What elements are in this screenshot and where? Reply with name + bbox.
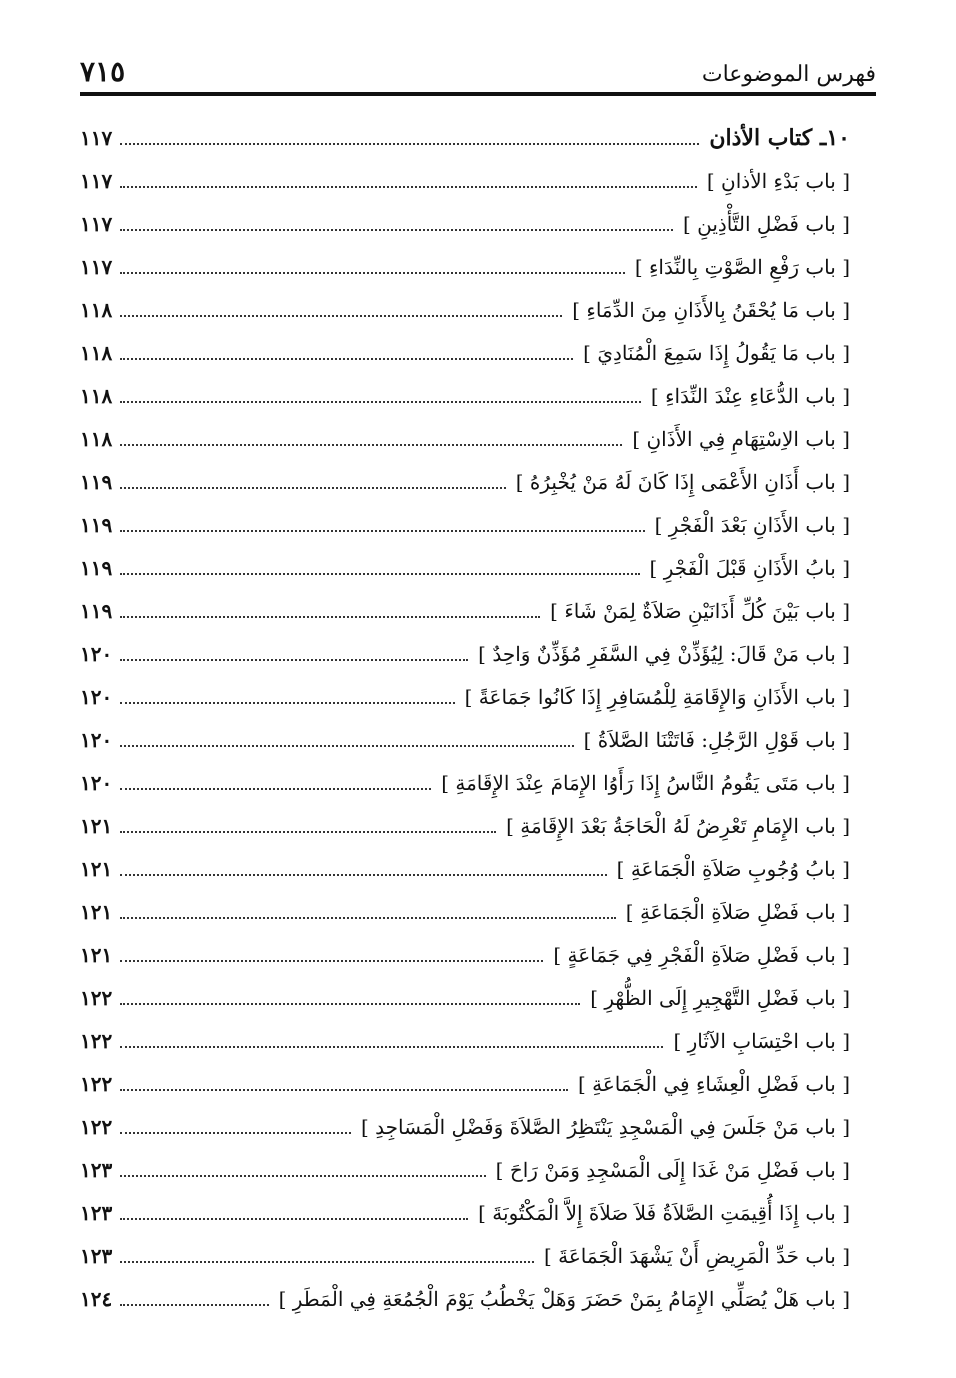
toc-entry-title: ١٠ـ كتاب الأذان xyxy=(699,127,850,149)
toc-entry-title: [ باب الدُّعَاءِ عِنْدَ النِّدَاءِ ] xyxy=(641,386,850,406)
dot-leader xyxy=(120,1302,268,1306)
dot-leader xyxy=(120,528,644,532)
toc-entry-title: [ باب مَنْ قَالَ: لِيُؤَذِّنْ فِي السَّفَرِ مُؤَذِّنٌ وَاحِدٌ ] xyxy=(468,644,850,664)
dot-leader xyxy=(120,270,625,274)
toc-entry-row xyxy=(80,546,850,589)
toc-entry-page: ١٢١ xyxy=(80,899,113,924)
toc-entry-page: ١١٧ xyxy=(80,254,113,279)
toc-entry-title: [ باب الاِسْتِهَامِ فِي الأَذَانِ ] xyxy=(622,429,850,449)
toc-entry-title: [ باب مَتَى يَقُومُ النَّاسُ إِذَا رَأَوُا الإِمَامَ عِنْدَ الإِقَامَةِ ] xyxy=(431,773,850,793)
toc-entry-page: ١٢٠ xyxy=(80,770,113,795)
toc-entry-title: [ باب بَدْءِ الأذانِ ] xyxy=(697,171,850,191)
toc-entry-row xyxy=(80,1277,850,1320)
dot-leader xyxy=(120,700,454,704)
toc-entry-page: ١٢٢ xyxy=(80,985,113,1010)
dot-leader xyxy=(120,786,431,790)
toc-entry-title: [ باب أَذَانِ الأَعْمَى إِذَا كَانَ لَهُ مَنْ يُخْبِرُهُ ] xyxy=(506,472,850,492)
dot-leader xyxy=(120,829,496,833)
toc-entry-title: [ باب فَضْلِ صَلاَةِ الْجَمَاعَةِ ] xyxy=(616,902,850,922)
toc-entry-page: ١١٨ xyxy=(80,297,113,322)
dot-leader xyxy=(120,743,573,747)
toc-entry-row xyxy=(80,460,850,503)
toc-entry-title: [ باب مَنْ جَلَسَ فِي الْمَسْجِدِ يَنْتَظِرُ الصَّلاَةَ وَفَضْلِ الْمَسَاجِدِ ] xyxy=(351,1117,850,1137)
toc-entry-title: [ باب بَيْنَ كُلِّ أَذَانَيْنِ صَلاَةٌ لِمَنْ شَاءَ ] xyxy=(540,601,850,621)
toc-entry-title: [ باب مَا يُحْقَنُ بِالأَذَانِ مِنَ الدِّمَاءِ ] xyxy=(562,300,850,320)
toc-chapter-row xyxy=(80,116,850,159)
toc-entry-page: ١١٨ xyxy=(80,426,113,451)
toc-entry-title: [ باب الإِمَامِ تَعْرِضُ لَهُ الْحَاجَةُ بَعْدَ الإِقَامَةِ ] xyxy=(496,816,850,836)
dot-leader xyxy=(120,313,562,317)
toc-entry-row xyxy=(80,847,850,890)
dot-leader xyxy=(120,571,639,575)
toc-entry-title: [ باب فَضْلِ صَلاَةِ الْفَجْرِ فِي جَمَاعَةٍ ] xyxy=(543,945,850,965)
header-rule xyxy=(80,92,876,96)
toc-entry-page: ١٢٣ xyxy=(80,1200,113,1225)
dot-leader xyxy=(120,356,573,360)
toc-entry-page: ١٢١ xyxy=(80,856,113,881)
toc-entry-title: [ بابُ وُجُوبِ صَلاَةِ الْجَمَاعَةِ ] xyxy=(607,859,850,879)
dot-leader xyxy=(120,184,697,188)
toc-entry-page: ١١٧ xyxy=(80,211,113,236)
dot-leader xyxy=(120,1259,534,1263)
toc-entry-page: ١٢٢ xyxy=(80,1071,113,1096)
toc-entry-row xyxy=(80,675,850,718)
toc-entry-page: ١١٩ xyxy=(80,555,113,580)
toc-entry-page: ١١٩ xyxy=(80,469,113,494)
toc-entry-row xyxy=(80,288,850,331)
dot-leader xyxy=(120,614,540,618)
table-of-contents xyxy=(80,116,850,1320)
dot-leader xyxy=(120,1130,351,1134)
toc-entry-row xyxy=(80,1191,850,1234)
page-header xyxy=(80,40,876,92)
toc-entry-page: ١٢١ xyxy=(80,942,113,967)
toc-entry-row xyxy=(80,1234,850,1277)
toc-entry-title: [ باب فَضْلِ الْعِشَاءِ فِي الْجَمَاعَةِ ] xyxy=(568,1074,850,1094)
toc-entry-title: [ باب هَلْ يُصَلِّي الإِمَامُ بِمَنْ حَضَرَ وَهَلْ يَخْطُبُ يَوْمَ الْجُمُعَةِ فِي الْمَطَرِ ] xyxy=(269,1289,850,1309)
toc-entry-title: [ باب احْتِسَابِ الآثَارِ ] xyxy=(663,1031,850,1051)
dot-leader xyxy=(120,958,543,962)
toc-entry-title: [ باب الأَذَانِ وَالإِقَامَةِ لِلْمُسَافِرِ إِذَا كَانُوا جَمَاعَةً ] xyxy=(455,687,850,707)
toc-entry-row xyxy=(80,159,850,202)
toc-entry-row xyxy=(80,976,850,1019)
toc-entry-page: ١١٧ xyxy=(80,125,113,150)
toc-entry-page: ١١٩ xyxy=(80,512,113,537)
toc-entry-title: [ باب إِذَا أُقِيمَتِ الصَّلاَةُ فَلاَ صَلاَةَ إِلاَّ الْمَكْتُوبَةَ ] xyxy=(468,1203,850,1223)
toc-entry-title: [ بابُ الأَذَانِ قَبْلَ الْفَجْرِ ] xyxy=(640,558,850,578)
toc-entry-page: ١٢٠ xyxy=(80,684,113,709)
toc-entry-title: [ باب قَوْلِ الرَّجُلِ: فَاتَتْنَا الصَّلاَةُ ] xyxy=(574,730,850,750)
toc-entry-title: [ باب فَضْلِ التَّهْجِيرِ إِلَى الظُّهْرِ ] xyxy=(580,988,850,1008)
toc-entry-row xyxy=(80,245,850,288)
toc-entry-row xyxy=(80,632,850,675)
dot-leader xyxy=(120,442,622,446)
dot-leader xyxy=(120,399,641,403)
dot-leader xyxy=(120,227,673,231)
toc-entry-page: ١٢٠ xyxy=(80,641,113,666)
dot-leader xyxy=(120,1087,568,1091)
dot-leader xyxy=(120,657,468,661)
dot-leader xyxy=(120,1001,580,1005)
toc-entry-row xyxy=(80,374,850,417)
toc-entry-title: [ باب الأَذَانِ بَعْدَ الْفَجْرِ ] xyxy=(645,515,850,535)
toc-entry-row xyxy=(80,804,850,847)
toc-entry-page: ١١٨ xyxy=(80,340,113,365)
toc-entry-title: [ باب فَضْلِ التَّأْذِينِ ] xyxy=(673,214,850,234)
dot-leader xyxy=(120,915,616,919)
toc-entry-page: ١١٩ xyxy=(80,598,113,623)
dot-leader xyxy=(120,1173,485,1177)
toc-entry-row xyxy=(80,202,850,245)
toc-entry-row xyxy=(80,331,850,374)
toc-entry-page: ١١٧ xyxy=(80,168,113,193)
dot-leader xyxy=(120,485,506,489)
dot-leader xyxy=(120,872,606,876)
toc-entry-row xyxy=(80,933,850,976)
toc-entry-row xyxy=(80,1062,850,1105)
toc-entry-title: [ باب مَا يَقُولُ إِذَا سَمِعَ الْمُنَادِيَ ] xyxy=(573,343,850,363)
toc-entry-page: ١٢٣ xyxy=(80,1157,113,1182)
toc-entry-row xyxy=(80,1148,850,1191)
dot-leader xyxy=(120,1216,468,1220)
running-title: فهرس الموضوعات xyxy=(701,62,876,87)
dot-leader xyxy=(120,1044,663,1048)
toc-entry-title: [ باب رَفْعِ الصَّوْتِ بِالنِّدَاءِ ] xyxy=(625,257,850,277)
toc-entry-title: [ باب فَضْلِ مَنْ غَدَا إِلَى الْمَسْجِدِ وَمَنْ رَاحَ ] xyxy=(486,1160,850,1180)
toc-entry-page: ١٢٣ xyxy=(80,1243,113,1268)
page-number: ٧١٥ xyxy=(80,55,126,88)
toc-entry-row xyxy=(80,890,850,933)
toc-entry-page: ١٢٢ xyxy=(80,1028,113,1053)
toc-entry-page: ١٢١ xyxy=(80,813,113,838)
toc-entry-row xyxy=(80,589,850,632)
toc-entry-page: ١٢٢ xyxy=(80,1114,113,1139)
toc-entry-row xyxy=(80,503,850,546)
toc-entry-row xyxy=(80,718,850,761)
toc-entry-row xyxy=(80,761,850,804)
dot-leader xyxy=(120,141,699,145)
toc-entry-row xyxy=(80,417,850,460)
toc-entry-page: ١٢٤ xyxy=(80,1286,113,1311)
toc-entry-row xyxy=(80,1105,850,1148)
toc-entry-title: [ باب حَدِّ الْمَرِيضِ أَنْ يَشْهَدَ الْجَمَاعَةَ ] xyxy=(534,1246,850,1266)
toc-entry-row xyxy=(80,1019,850,1062)
toc-entry-page: ١١٨ xyxy=(80,383,113,408)
toc-entry-page: ١٢٠ xyxy=(80,727,113,752)
